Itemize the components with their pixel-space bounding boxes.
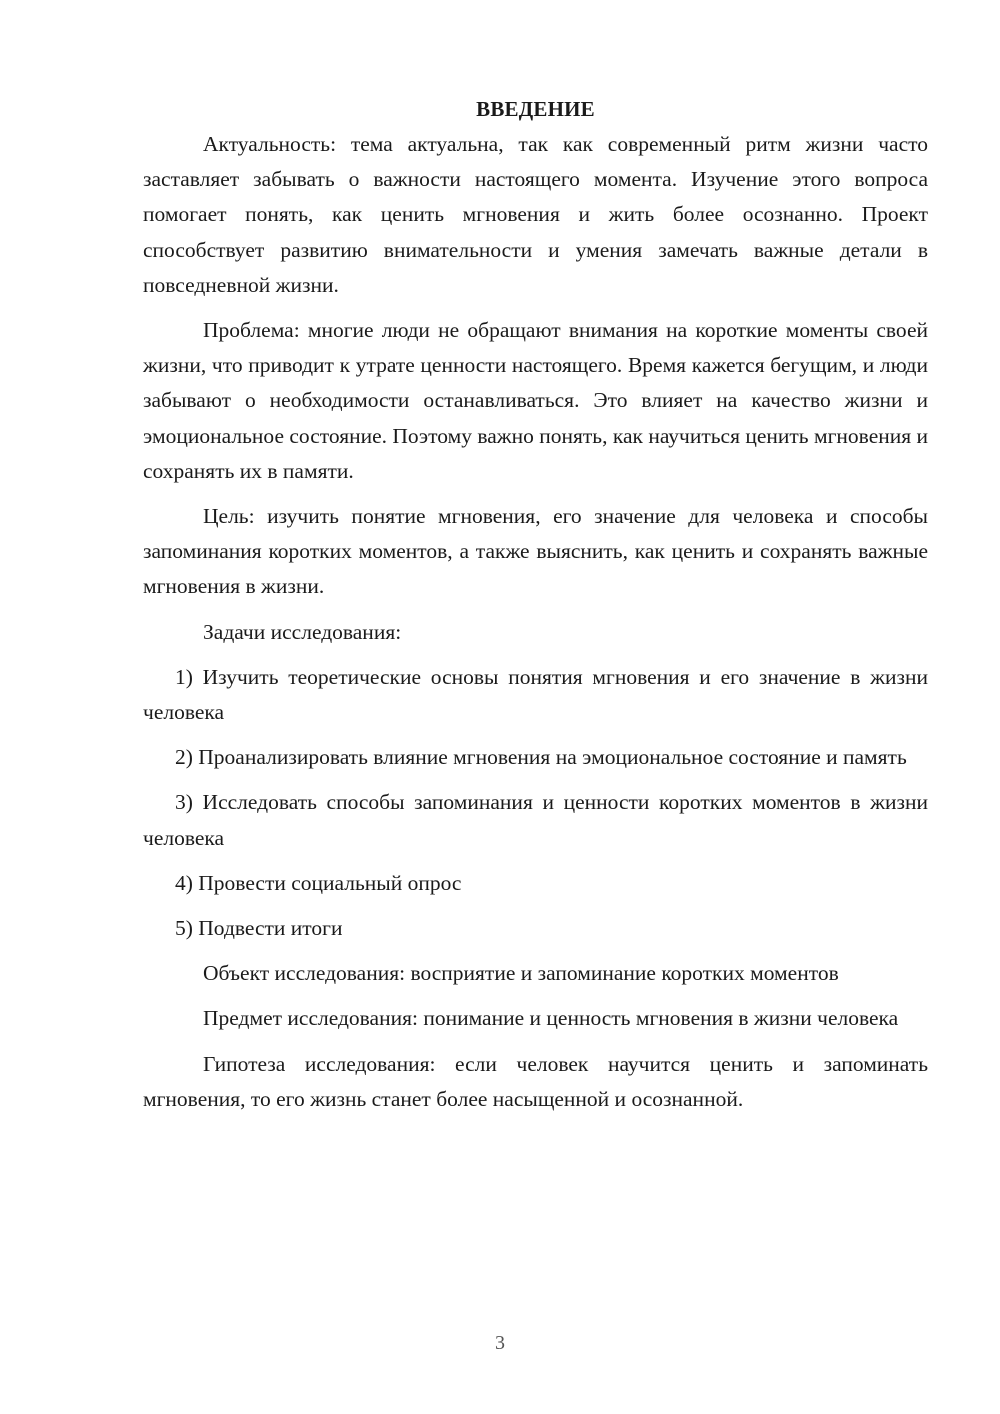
subject-paragraph: Предмет исследования: понимание и ценность мгновения в жизни человека [203, 1006, 899, 1031]
task-item-4: 4) Провести социальный опрос [175, 870, 462, 895]
tasks-heading: Задачи исследования: [203, 619, 402, 644]
document-page [143, 92, 928, 1127]
goal-paragraph: Цель: изучить понятие мгновения, его значение для человека и способы запоминания коротких моментов, а также выяснить, как ценить и сохранять важные мгновения в жизни. [143, 504, 928, 599]
task-item-3: 3) Исследовать способы запоминания и ценности коротких моментов в жизни человека [143, 790, 928, 850]
problem-paragraph: Проблема: многие люди не обращают внимания на короткие моменты своей жизни, что приводит к утрате ценности настоящего. Время кажется бегущим, и люди забывают о необходимости останавливаться. Это влияет на качество жизни и эмоциональное состояние. Поэтому важно понять, как научиться ценить мгновения и сохранять их в памяти. [143, 318, 929, 483]
task-item-5: 5) Подвести итоги [175, 916, 343, 941]
task-item-2: 2) Проанализировать влияние мгновения на эмоциональное состояние и память [175, 745, 907, 770]
hypothesis-paragraph: Гипотеза исследования: если человек научится ценить и запоминать мгновения, то его жизнь станет более насыщенной и осознанной. [143, 1051, 928, 1111]
task-item-1: 1) Изучить теоретические основы понятия мгновения и его значение в жизни человека [143, 664, 928, 725]
page-number: 3 [495, 1332, 505, 1354]
section-title: ВВЕДЕНИЕ [476, 97, 595, 121]
relevance-paragraph: Актуальность: тема актуальна, так как современный ритм жизни часто заставляет забывать о важности настоящего момента. Изучение этого вопроса помогает понять, как ценить мгновения и жить более осознанно. Проект способствует развитию внимательности и умения замечать важные детали в повседневной жизни. [143, 132, 928, 297]
object-paragraph: Объект исследования: восприятие и запоминание коротких моментов [203, 961, 839, 986]
